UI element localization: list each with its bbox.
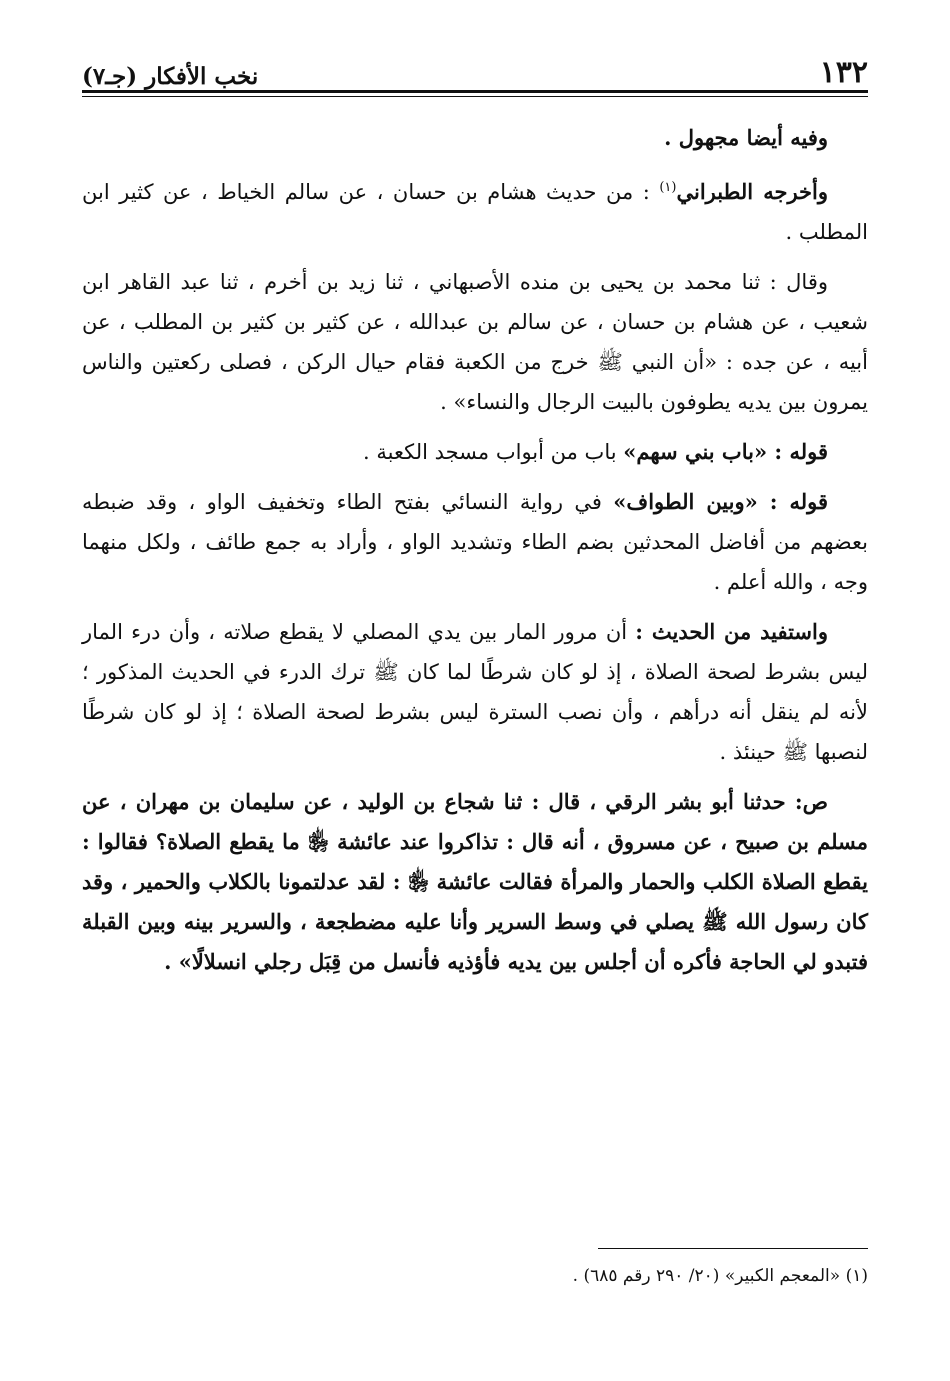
footnote-rule (598, 1248, 868, 1249)
paragraph-6-text: أن مرور المار بين يدي المصلي لا يقطع صلاته ، وأن درء المار ليس بشرط لصحة الصلاة ، إذ لو كان شرطًا لما كان ﷺ ترك الدرء في الحديث المذكور ؛ لأنه لم ينقل أنه درأهم ، وأن نصب السترة ليس بشرط لصحة الصلاة ؛ إذ لو كان شرطًا لنصبها ﷺ حينئذ . (82, 620, 868, 764)
footnote-ref: (١) (659, 180, 677, 195)
paragraph-2 (82, 168, 868, 252)
paragraph-6-lead: واستفيد من الحديث : (635, 619, 828, 644)
paragraph-4-lead: قوله : «باب بني سهم» (623, 439, 828, 464)
paragraph-4-text: باب من أبواب مسجد الكعبة . (363, 440, 624, 464)
page-header (82, 44, 868, 90)
paragraph-6 (82, 612, 868, 772)
paragraph-3: وقال : ثنا محمد بن يحيى بن منده الأصبهاني ، ثنا زيد بن أخرم ، ثنا عبد القاهر ابن شعيب ، عن هشام بن حسان ، عن سالم بن عبدالله ، عن كثير بن كثير بن المطلب ، عن أبيه ، عن جده : «أن النبي ﷺ خرج من الكعبة فقام حيال الركن ، فصلى ركعتين والناس يمرون بين يديه يطوفون بالبيت الرجال والنساء» . (82, 270, 868, 414)
header-rule-thick (82, 90, 868, 93)
body-text (82, 118, 868, 992)
footnote: (١) «المعجم الكبير» (٢٠/ ٢٩٠ رقم ٦٨٥) . (572, 1266, 868, 1286)
paragraph-1: وفيه أيضا مجهول . (664, 125, 828, 150)
page-number: ١٣٢ (819, 55, 868, 90)
paragraph-7: ص: حدثنا أبو بشر الرقي ، قال : ثنا شجاع بن الوليد ، عن سليمان بن مهران ، عن مسلم بن صبيح ، عن مسروق ، أنه قال : تذاكروا عند عائشة ﵂ ما يقطع الصلاة؟ فقالوا : يقطع الصلاة الكلب والحمار والمرأة فقالت عائشة ﵂ : لقد عدلتمونا بالكلاب والحمير ، وقد كان رسول الله ﷺ يصلي في وسط السرير وأنا عليه مضطجعة ، والسرير بينه وبين القبلة فتبدو لي الحاجة فأكره أن أجلس بين يديه فأؤذيه فأنسل من قِبَل رجلي انسلالًا» . (82, 789, 868, 974)
paragraph-4 (82, 432, 868, 472)
header-rule-thin (82, 96, 868, 97)
paragraph-2-lead: وأخرجه الطبراني (676, 179, 828, 204)
paragraph-5 (82, 482, 868, 602)
running-title: نخب الأفكار (جـ٧) (82, 63, 259, 90)
paragraph-5-text: في رواية النسائي بفتح الطاء وتخفيف الواو ، وقد ضبطه بعضهم من أفاضل المحدثين بضم الطاء وتشديد الواو ، وأراد به جمع طائف ، ولكل منهما وجه ، والله أعلم . (82, 490, 868, 594)
paragraph-5-lead: قوله : «وبين الطواف» (613, 489, 829, 514)
paragraph-2-text: : من حديث هشام بن حسان ، عن سالم الخياط ، عن كثير ابن المطلب . (82, 180, 868, 244)
